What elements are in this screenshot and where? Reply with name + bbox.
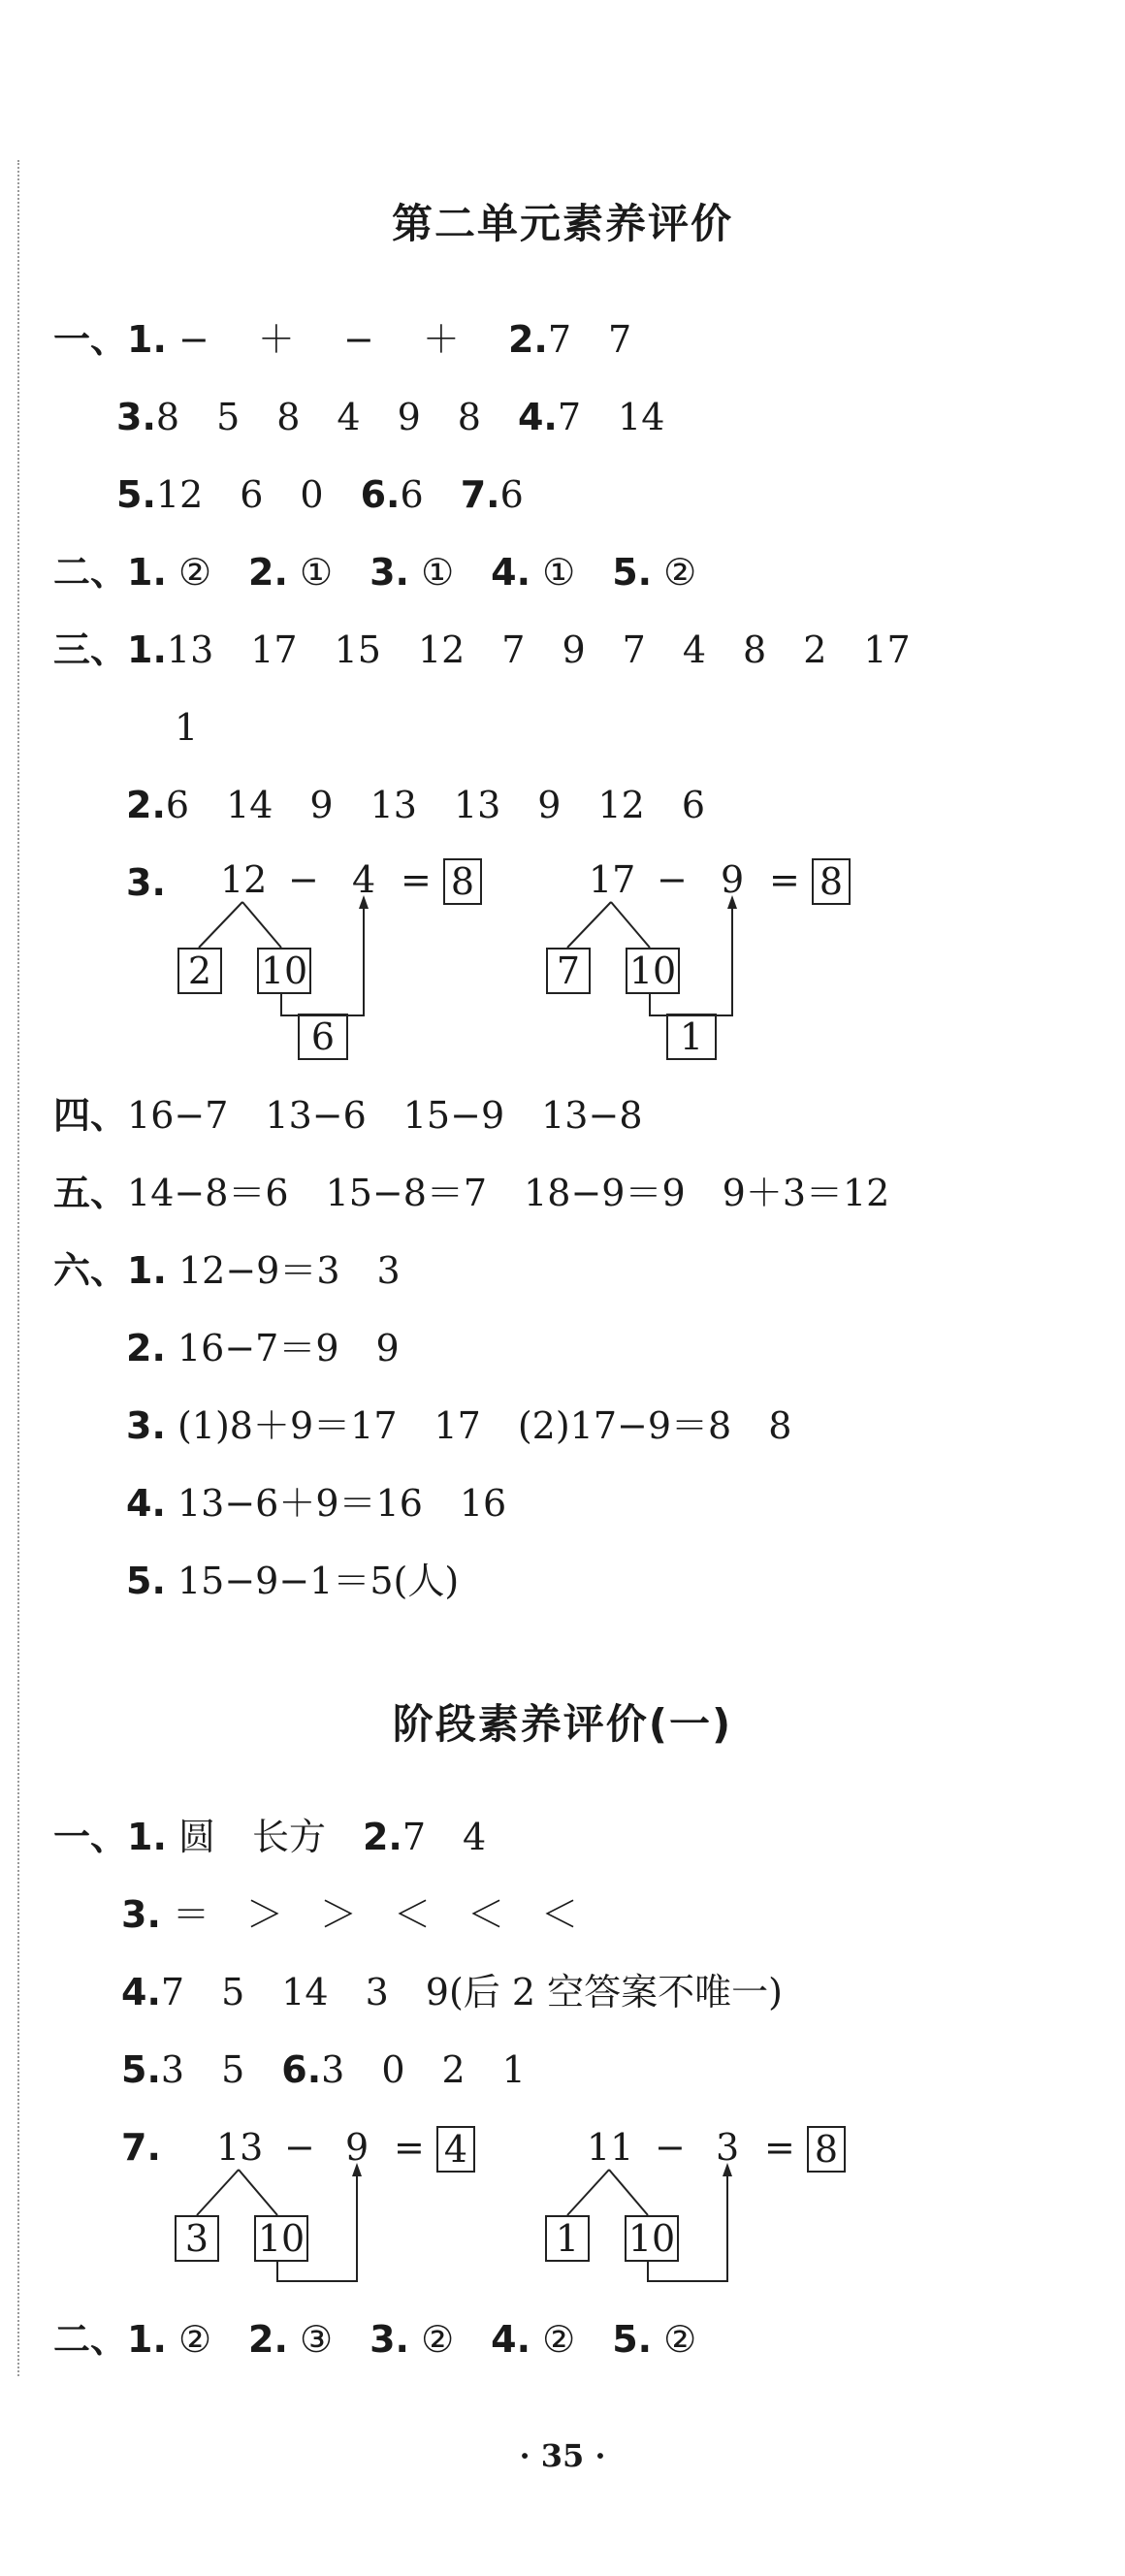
- operator: −: [657, 858, 688, 901]
- answer-line: 1: [175, 706, 199, 749]
- split-diagram: [163, 2126, 493, 2291]
- subtrahend: 9: [721, 858, 745, 901]
- split-left-box: 7: [546, 948, 591, 994]
- answer-line: 三、1.13 17 15 12 7 9 7 4 8 2 17: [53, 628, 911, 671]
- result-box: 8: [443, 858, 482, 905]
- answer-line: 六、1. 12−9＝3 3: [53, 1249, 401, 1292]
- answer-line: 二、1. ② 2. ③ 3. ② 4. ② 5. ②: [53, 2318, 697, 2361]
- answer-line: 3.: [126, 861, 166, 904]
- answer-line: 五、14−8＝6 15−8＝7 18−9＝9 9＋3＝12: [53, 1172, 890, 1214]
- minuend: 11: [587, 2126, 634, 2169]
- split-diagram: [533, 2126, 863, 2291]
- answer-line: 4. 13−6＋9＝16 16: [126, 1482, 507, 1525]
- dotted-margin-line: [17, 160, 19, 2376]
- answer-line: 3. ＝ ＞ ＞ ＜ ＜ ＜: [121, 1893, 578, 1936]
- split-right-box: 10: [626, 948, 680, 994]
- operator: −: [655, 2126, 686, 2169]
- answer-line: 二、1. ② 2. ① 3. ① 4. ① 5. ②: [53, 551, 697, 594]
- section-title-stage1: 阶段素养评价(一): [392, 1700, 733, 1748]
- answer-line: 5. 15−9−1＝5(人): [126, 1560, 460, 1602]
- result-box: 4: [436, 2126, 475, 2173]
- result-box: 8: [812, 858, 851, 905]
- minuend: 17: [589, 858, 636, 901]
- split-right-box: 10: [254, 2215, 308, 2262]
- minuend: 12: [220, 858, 268, 901]
- equals: =: [764, 2126, 795, 2169]
- answer-line: 5.3 5 6.3 0 2 1: [121, 2048, 526, 2091]
- split-diagram: [538, 858, 868, 1072]
- minuend: 13: [216, 2126, 264, 2169]
- operator: −: [288, 858, 319, 901]
- split-right-box: 10: [257, 948, 311, 994]
- answer-line: 2.6 14 9 13 13 9 12 6: [126, 784, 706, 826]
- equals: =: [394, 2126, 425, 2169]
- answer-line: 7.: [121, 2126, 161, 2169]
- answer-line: 5.12 6 0 6.6 7.6: [116, 473, 524, 516]
- split-right-box: 10: [625, 2215, 679, 2262]
- answer-line: 一、1. − ＋ − ＋ 2.7 7: [53, 318, 632, 361]
- answer-line: 3. (1)8＋9＝17 17 (2)17−9＝8 8: [126, 1404, 792, 1447]
- answer-line: 2. 16−7＝9 9: [126, 1327, 400, 1369]
- split-diagram: [170, 858, 499, 1072]
- page-number: · 35 ·: [519, 2437, 606, 2474]
- equals: =: [401, 858, 432, 901]
- answer-line: 3.8 5 8 4 9 8 4.7 14: [116, 396, 665, 438]
- subtrahend: 9: [345, 2126, 370, 2169]
- equals: =: [769, 858, 800, 901]
- section-title-unit2: 第二单元素养评价: [391, 200, 733, 247]
- bottom-result-box: 1: [666, 1014, 717, 1060]
- result-box: 8: [807, 2126, 846, 2173]
- answer-line: 四、16−7 13−6 15−9 13−8: [53, 1094, 643, 1137]
- answer-line: 一、1. 圆 长方 2.7 4: [53, 1816, 487, 1858]
- split-left-box: 1: [545, 2215, 590, 2262]
- subtrahend: 4: [352, 858, 376, 901]
- operator: −: [284, 2126, 315, 2169]
- split-left-box: 2: [177, 948, 222, 994]
- bottom-result-box: 6: [298, 1014, 348, 1060]
- answer-line: 4.7 5 14 3 9(后 2 空答案不唯一): [121, 1971, 783, 2013]
- subtrahend: 3: [716, 2126, 740, 2169]
- split-left-box: 3: [175, 2215, 219, 2262]
